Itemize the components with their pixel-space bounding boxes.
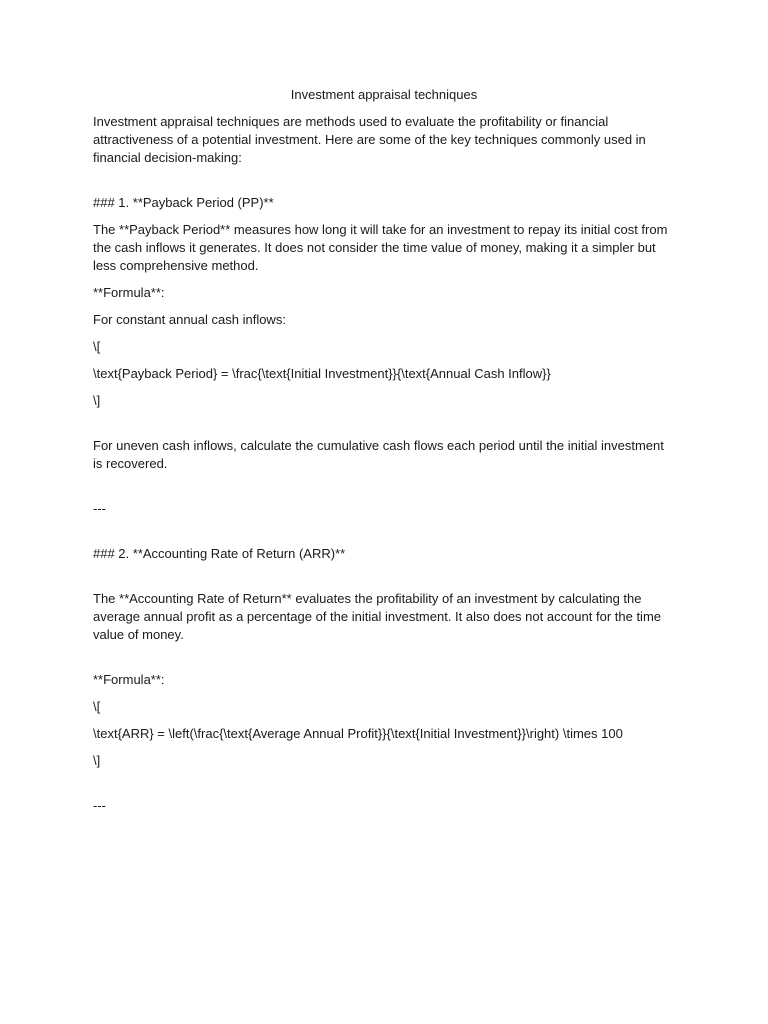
document-body (93, 86, 675, 824)
section2-heading: ### 2. **Accounting Rate of Return (ARR)** (93, 546, 346, 561)
section2-formula-close: \] (93, 753, 101, 768)
section1-formula-close: \] (93, 393, 101, 408)
section1-formula-label: **Formula**: (93, 285, 165, 300)
section1-constant-label: For constant annual cash inflows: (93, 312, 286, 327)
section1-heading: ### 1. **Payback Period (PP)** (93, 195, 274, 210)
section2-formula-label: **Formula**: (93, 672, 165, 687)
separator-2: --- (93, 798, 106, 813)
document-title: Investment appraisal techniques (290, 87, 478, 102)
section1-formula-open: \[ (93, 339, 101, 354)
section2-formula: \text{ARR} = \left(\frac{\text{Average Annual Profit}}{\text{Initial Investment}}\right) \times 100 (93, 726, 623, 741)
section1-formula: \text{Payback Period} = \frac{\text{Initial Investment}}{\text{Annual Cash Inflow}} (93, 366, 551, 381)
section1-description: The **Payback Period** measures how long it will take for an investment to repay its initial cost from the cash inflows it generates. It does not consider the time value of money, making it a simpler but less comprehensive method. (93, 222, 668, 273)
section2-formula-open: \[ (93, 699, 101, 714)
intro-paragraph: Investment appraisal techniques are methods used to evaluate the profitability or financial attractiveness of a potential investment. Here are some of the key techniques commonly used in financial decision-making: (93, 114, 646, 165)
separator-1: --- (93, 501, 106, 516)
section2-description: The **Accounting Rate of Return** evaluates the profitability of an investment by calculating the average annual profit as a percentage of the initial investment. It also does not account for the time value of money. (93, 591, 662, 642)
section1-uneven-paragraph: For uneven cash inflows, calculate the cumulative cash flows each period until the initial investment is recovered. (93, 438, 664, 471)
